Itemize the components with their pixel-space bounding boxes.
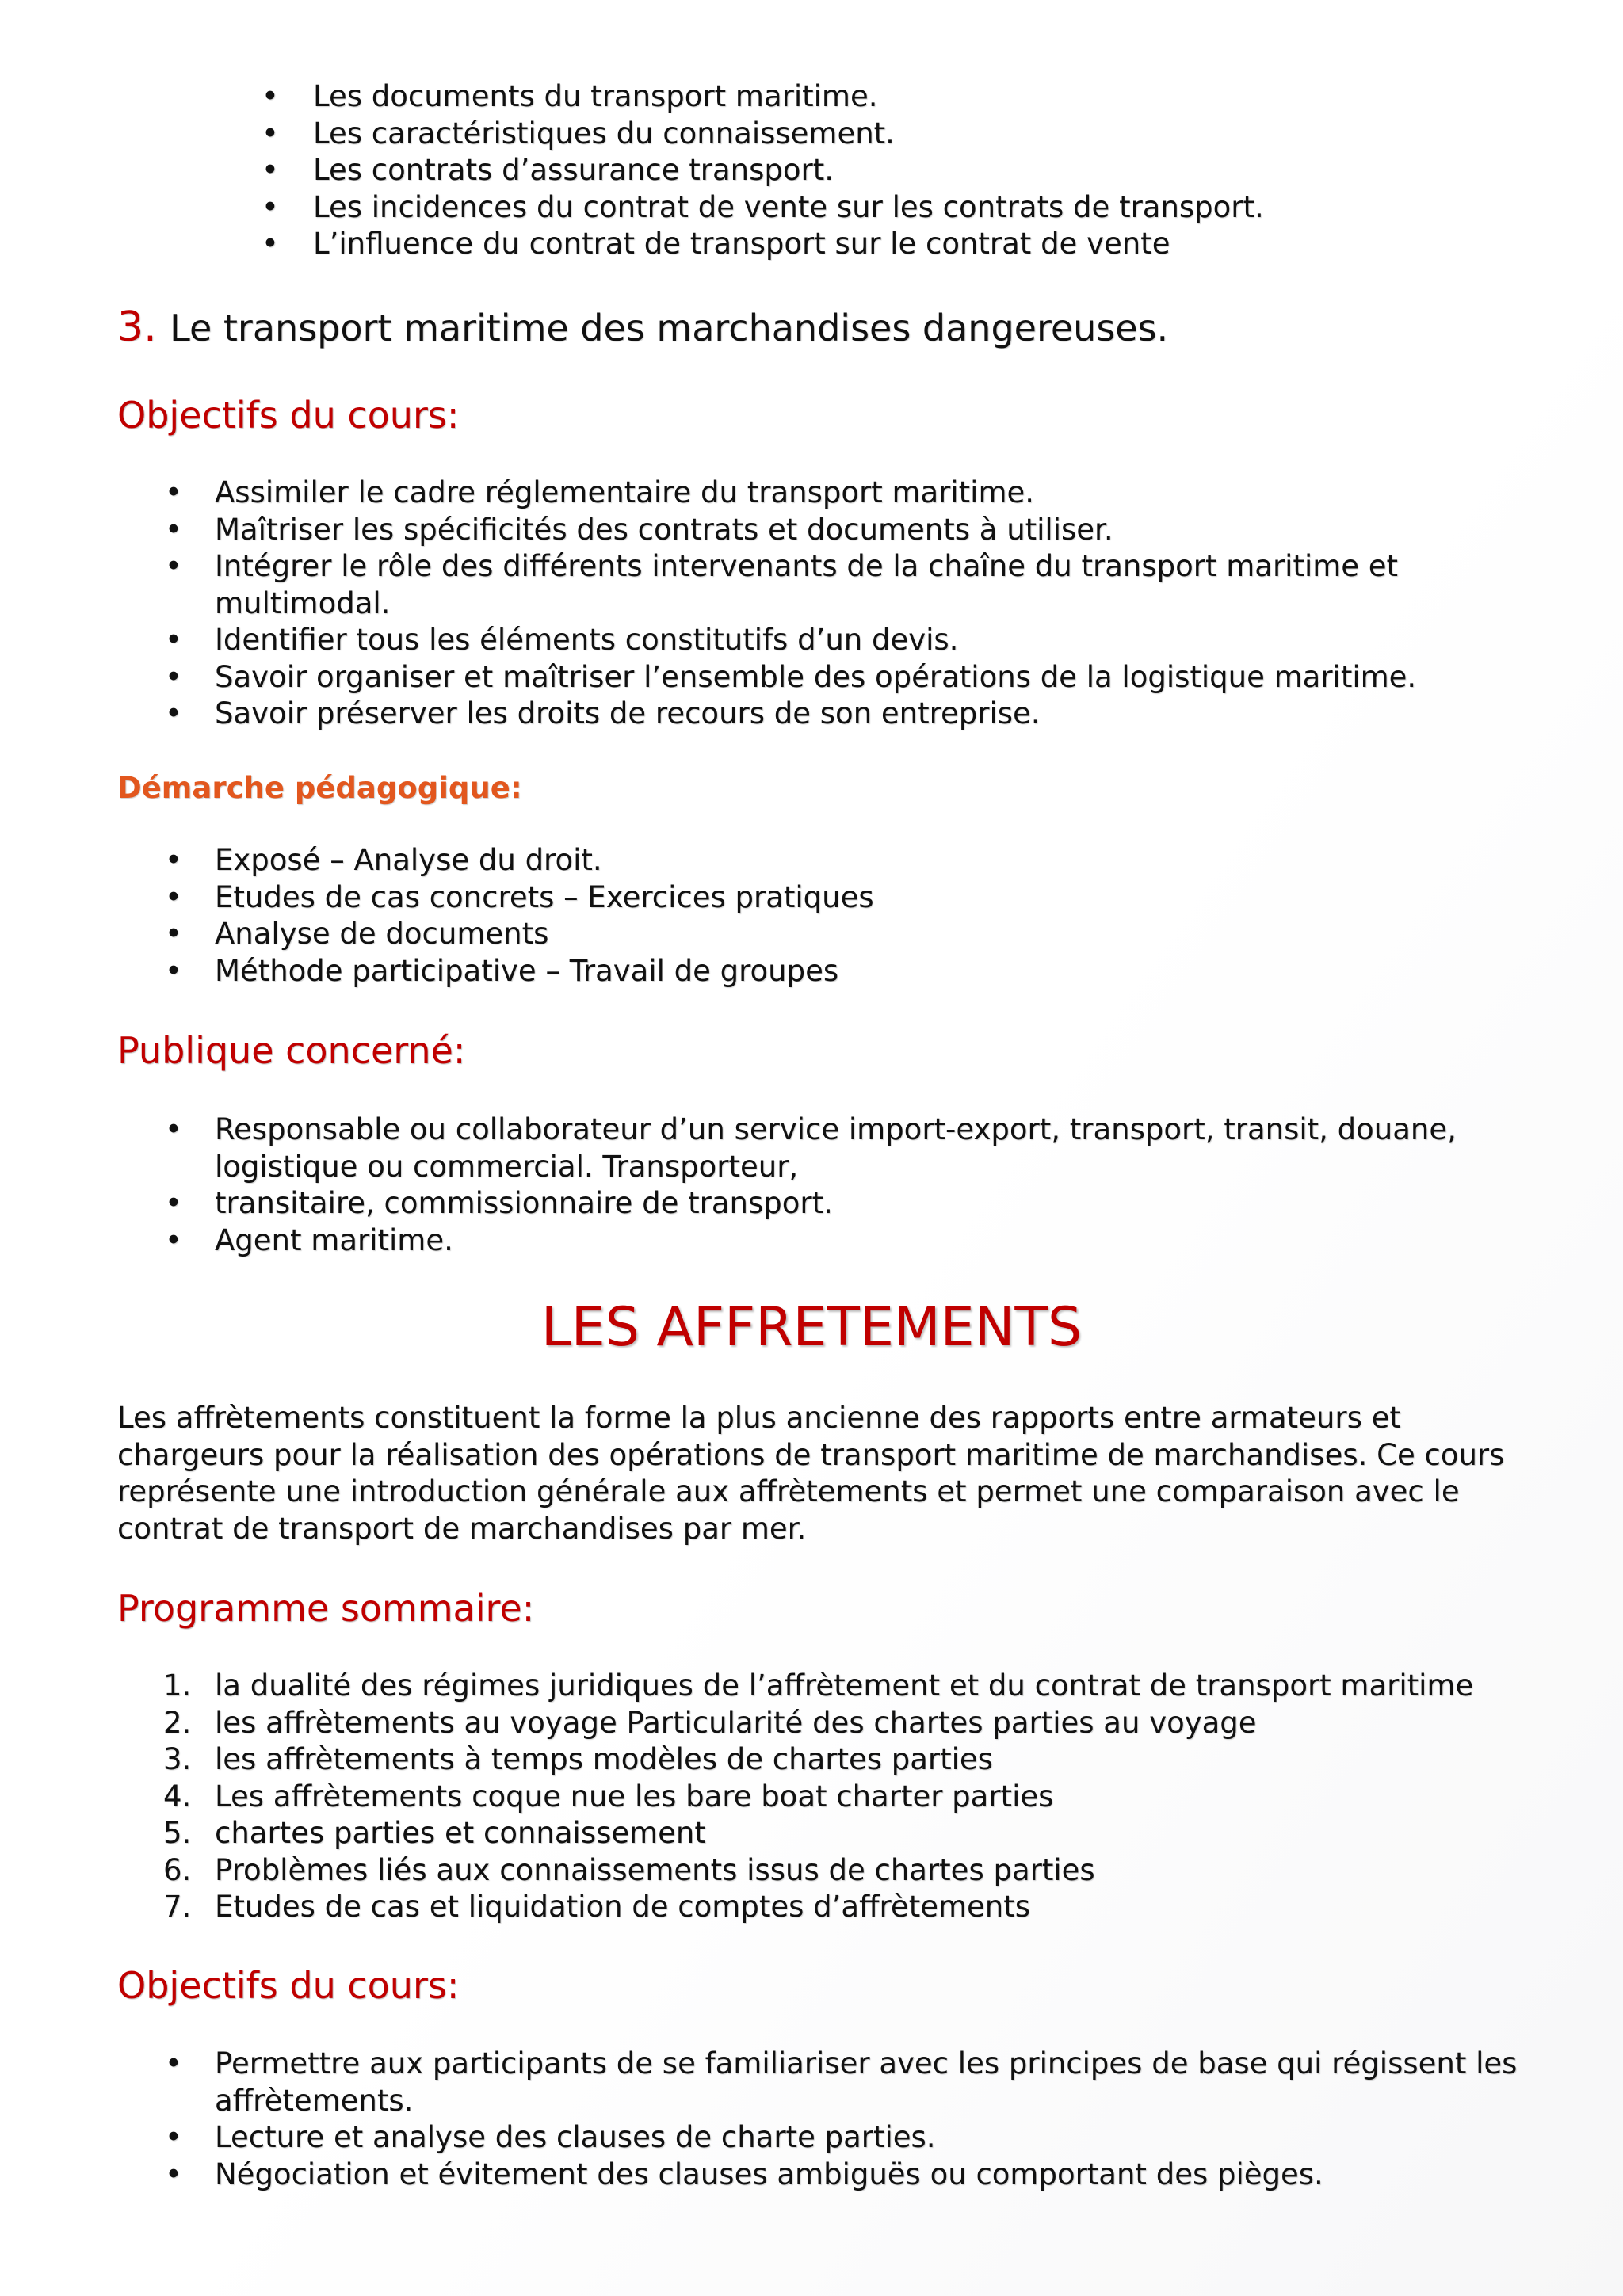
bullet-icon: • <box>165 696 182 730</box>
list-item: 3. les affrètements à temps modèles de chartes parties <box>0 1741 1623 1779</box>
programme-list <box>0 1668 1623 1926</box>
section-3-heading <box>117 303 1168 353</box>
list-item: • Responsable ou collaborateur d’un service import-export, transport, transit, douane, logistique ou commercial. Transporteur, <box>165 1112 1457 1184</box>
publique-list <box>0 1112 1623 1259</box>
bullet-icon: • <box>165 1112 182 1146</box>
list-item: 2. les affrètements au voyage Particularité des chartes parties au voyage <box>0 1705 1623 1742</box>
item-number: 1. <box>163 1669 192 1703</box>
demarche-list <box>0 842 1623 990</box>
section-title: Le transport maritime des marchandises dangereuses. <box>170 307 1169 349</box>
objectifs-list-2 <box>0 2046 1623 2193</box>
objectifs-block-1 <box>0 475 1623 733</box>
programme-heading: Programme sommaire: <box>117 1587 535 1630</box>
bullet-icon: • <box>262 153 279 187</box>
objectifs-list-1 <box>0 475 1623 733</box>
list-item: • Etudes de cas concrets – Exercices pratiques <box>0 879 1623 917</box>
list-item: • Assimiler le cadre réglementaire du transport maritime. <box>0 475 1623 512</box>
list-item: • Négociation et évitement des clauses ambiguës ou comportant des pièges. <box>0 2157 1623 2194</box>
list-item: • Exposé – Analyse du droit. <box>0 842 1623 879</box>
top-bullet-list <box>0 78 1623 263</box>
list-item: • Savoir préserver les droits de recours de son entreprise. <box>0 696 1623 733</box>
bullet-icon: • <box>165 917 182 951</box>
list-item: • transitaire, commissionnaire de transport. <box>0 1185 1623 1222</box>
list-item: • Les contrats d’assurance transport. <box>0 152 1623 189</box>
list-item: • Intégrer le rôle des différents intervenants de la chaîne du transport maritime et multimodal. <box>165 549 1399 620</box>
bullet-icon: • <box>165 623 182 657</box>
publique-block <box>0 1112 1623 1259</box>
objectifs-heading-2: Objectifs du cours: <box>117 1964 460 2007</box>
bullet-icon: • <box>165 879 182 914</box>
bullet-icon: • <box>165 549 182 583</box>
list-item: 6. Problèmes liés aux connaissements issus de chartes parties <box>0 1852 1623 1890</box>
bullet-icon: • <box>165 953 182 988</box>
affretements-title: LES AFFRETEMENTS <box>540 1296 1083 1359</box>
list-item: • Les caractéristiques du connaissement. <box>0 116 1623 153</box>
list-item: • L’influence du contrat de transport sur le contrat de vente <box>0 226 1623 263</box>
list-item: • Les incidences du contrat de vente sur les contrats de transport. <box>0 189 1623 227</box>
top-list-block <box>0 78 1623 263</box>
list-item: • Méthode participative – Travail de groupes <box>0 953 1623 990</box>
item-number: 6. <box>163 1852 192 1887</box>
item-number: 4. <box>163 1779 192 1814</box>
bullet-icon: • <box>165 1186 182 1220</box>
list-item: 1. la dualité des régimes juridiques de l’affrètement et du contrat de transport maritime <box>0 1668 1623 1705</box>
item-number: 5. <box>163 1816 192 1850</box>
list-item: • Agent maritime. <box>0 1222 1623 1260</box>
list-item: 5. chartes parties et connaissement <box>0 1815 1623 1852</box>
list-item: • Permettre aux participants de se familiariser avec les principes de base qui régissent les affrètements. <box>165 2046 1518 2118</box>
objectifs-block-2 <box>0 2046 1623 2193</box>
item-number: 2. <box>163 1705 192 1740</box>
list-item: • Les documents du transport maritime. <box>0 78 1623 116</box>
bullet-icon: • <box>165 475 182 509</box>
list-item: • Maîtriser les spécificités des contrats et documents à utiliser. <box>0 512 1623 549</box>
demarche-block <box>0 842 1623 990</box>
objectifs-heading-1: Objectifs du cours: <box>117 394 460 437</box>
bullet-icon: • <box>165 2046 182 2081</box>
bullet-icon: • <box>165 1222 182 1257</box>
bullet-icon: • <box>165 659 182 694</box>
list-item: • Lecture et analyse des clauses de charte parties. <box>0 2119 1623 2157</box>
bullet-icon: • <box>262 189 279 224</box>
list-item: • Identifier tous les éléments constitutifs d’un devis. <box>0 622 1623 659</box>
bullet-icon: • <box>165 2157 182 2191</box>
item-number: 7. <box>163 1890 192 1924</box>
list-item: 7. Etudes de cas et liquidation de comptes d’affrètements <box>0 1889 1623 1926</box>
list-item: 4. Les affrètements coque nue les bare boat charter parties <box>0 1779 1623 1816</box>
demarche-heading: Démarche pédagogique: <box>117 771 522 805</box>
bullet-icon: • <box>165 843 182 877</box>
programme-block <box>0 1668 1623 1926</box>
publique-heading: Publique concerné: <box>117 1029 466 1072</box>
affretements-intro: Les affrètements constituent la forme la plus ancienne des rapports entre armateurs et chargeurs pour la réalisation des opérations de transport maritime de marchandises. Ce cours représente une introduction générale aux affrètements et permet une comparaison avec le contrat de transport de marchandises par mer. <box>117 1401 1505 1546</box>
item-number: 3. <box>163 1742 192 1776</box>
section-number: 3. <box>117 303 157 351</box>
bullet-icon: • <box>165 512 182 547</box>
bullet-icon: • <box>262 79 279 113</box>
list-item: • Savoir organiser et maîtriser l’ensemble des opérations de la logistique maritime. <box>0 659 1623 696</box>
list-item: • Analyse de documents <box>0 916 1623 953</box>
bullet-icon: • <box>262 116 279 151</box>
bullet-icon: • <box>262 227 279 261</box>
bullet-icon: • <box>165 2120 182 2154</box>
